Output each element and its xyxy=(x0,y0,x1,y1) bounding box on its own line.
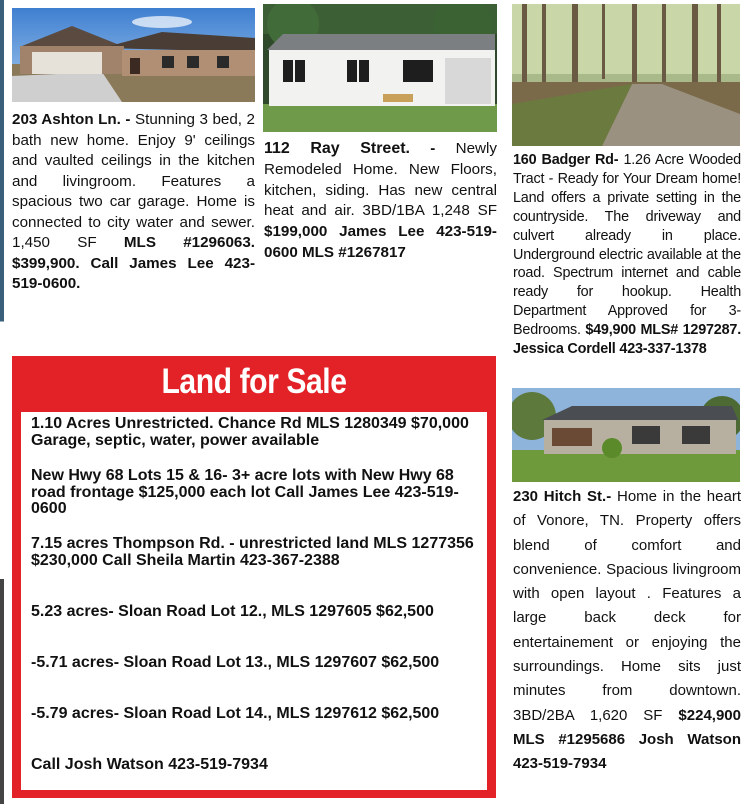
listing-address: 112 Ray Street. xyxy=(264,140,410,157)
ray-house-photo xyxy=(263,4,497,132)
land-for-sale-box xyxy=(12,356,496,798)
listing-ashton xyxy=(12,110,255,295)
land-item: -5.71 acres- Sloan Road Lot 13., MLS 1297607 $62,500 xyxy=(31,654,440,671)
listing-address: 203 Ashton Ln. xyxy=(12,111,121,128)
listing-description: Newly Remodeled Home. New Floors, kitchen, siding. Has new central heat and air. 3BD/1BA 1,248 SF xyxy=(264,140,497,220)
land-item: 5.23 acres- Sloan Road Lot 12., MLS 1297605 $62,500 xyxy=(31,603,434,620)
listing-mls-price: $199,000 James Lee 423-519-0600 MLS #1267817 xyxy=(264,223,497,261)
listing-address: 230 Hitch St.- xyxy=(513,488,612,505)
listing-mls-price: MLS #1296063. $399,900. Call James Lee 423-519-0600. xyxy=(12,234,255,292)
listing-description: Home in the heart of Vonore, TN. Property offers blend of comfort and convenience. Spacious livingroom with open layout . Features a large back deck for entertainement or enjoying the surroundings. Home sits just minutes from downtown. 3BD/2BA 1,620 SF xyxy=(513,488,741,724)
listing-description: 1.26 Acre Wooded Tract - Ready for Your Dream home! Land offers a private setting in the countryside. The driveway and culvert already in place. Underground electric available at the road. Spectrum internet and cable ready for hookup. Health Department Approved for 3-Bedrooms. xyxy=(513,152,741,339)
listing-separator: - xyxy=(410,140,456,157)
land-item: Call Josh Watson 423-519-7934 xyxy=(31,756,268,773)
page-edge-strip xyxy=(0,0,4,804)
listing-mls-price: $49,900 MLS# 1297287. Jessica Cordell 423-337-1378 xyxy=(513,322,742,358)
land-item: 7.15 acres Thompson Rd. - unrestricted land MLS 1277356 $230,000 Call Sheila Martin 423-367-2388 xyxy=(31,535,474,569)
land-for-sale-title: Land for Sale xyxy=(161,362,347,401)
land-item: New Hwy 68 Lots 15 & 16- 3+ acre lots with New Hwy 68 road frontage $125,000 each lot Call James Lee 423-519-0600 xyxy=(31,467,459,517)
listing-mls-price: $224,900 MLS #1295686 Josh Watson 423-519-7934 xyxy=(513,706,741,773)
listing-address: 160 Badger Rd- xyxy=(513,152,619,168)
listing-separator: - xyxy=(120,111,136,128)
hitch-house-photo xyxy=(512,388,740,482)
listing-ray xyxy=(264,139,497,264)
listing-badger xyxy=(513,151,741,359)
badger-driveway-photo xyxy=(512,4,740,146)
listing-hitch xyxy=(513,485,741,777)
ashton-house-photo xyxy=(12,8,255,102)
land-for-sale-list xyxy=(21,412,487,790)
listing-description: Stunning 3 bed, 2 bath new home. Enjoy 9' ceilings and vaulted ceilings in the kitchen and livingroom. Features a spacious two car garage. Home is connected to city water and sewer. 1,450 SF xyxy=(12,111,255,251)
land-item: -5.79 acres- Sloan Road Lot 14., MLS 1297612 $62,500 xyxy=(31,705,440,722)
land-item: 1.10 Acres Unrestricted. Chance Rd MLS 1280349 $70,000 Garage, septic, water, power available xyxy=(31,415,469,449)
